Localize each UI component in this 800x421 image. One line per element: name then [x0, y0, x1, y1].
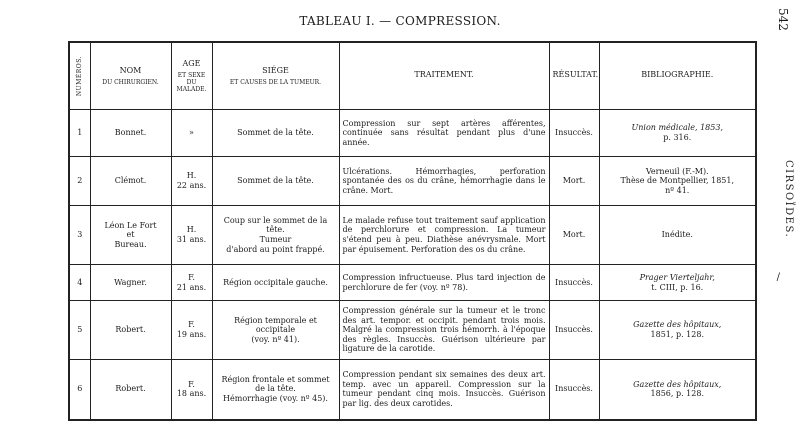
header-biblio: BIBLIOGRAPHIE. — [599, 42, 756, 110]
treatment: Ulcérations. Hémorrhagies, perforation spontanée des os du crâne, hémorrhagie dans le crâne. Mort. — [339, 157, 549, 206]
page-number: 542 — [776, 8, 790, 31]
bibliography: Gazette des hôpitaux, 1856, p. 128. — [599, 360, 756, 420]
tumor-site: Région frontale et sommet de la tête. Hémorrhagie (voy. nº 45). — [212, 360, 339, 420]
treatment: Compression sur sept artères afférentes, continuée sans résultat pendant plus d'une année. — [339, 110, 549, 157]
header-resultat: RÉSULTAT. — [549, 42, 599, 110]
patient-age: F. 18 ans. — [171, 360, 212, 420]
bibliography: Gazette des hôpitaux, 1851, p. 128. — [599, 301, 756, 360]
table-row — [69, 360, 756, 420]
result: Insuccès. — [549, 360, 599, 420]
treatment: Compression infructueuse. Plus tard injection de perchlorure de fer (voy. nº 78). — [339, 265, 549, 301]
bibliography: Union médicale, 1853, p. 316. — [599, 110, 756, 157]
surgeon-name: Léon Le Fort et Bureau. — [90, 206, 171, 265]
table-row — [69, 157, 756, 206]
row-number: 5 — [69, 301, 90, 360]
patient-age: F. 19 ans. — [171, 301, 212, 360]
surgeon-name: Robert. — [90, 360, 171, 420]
bibliography: Prager Vierteljahr, t. CIII, p. 16. — [599, 265, 756, 301]
row-number: 3 — [69, 206, 90, 265]
row-number: 1 — [69, 110, 90, 157]
patient-age: » — [171, 110, 212, 157]
table-row — [69, 301, 756, 360]
surgeon-name: Robert. — [90, 301, 171, 360]
result: Insuccès. — [549, 265, 599, 301]
header-num: NUMÉROS. — [69, 42, 90, 110]
tumor-site: Coup sur le sommet de la tête. Tumeur d'abord au point frappé. — [212, 206, 339, 265]
table-row — [69, 206, 756, 265]
running-head: CIRSOÏDES. — [783, 160, 794, 239]
header-traitement: TRAITEMENT. — [339, 42, 549, 110]
table-row — [69, 265, 756, 301]
result: Mort. — [549, 157, 599, 206]
tumor-site: Sommet de la tête. — [212, 157, 339, 206]
tumor-site: Région occipitale gauche. — [212, 265, 339, 301]
header-name: NOM DU CHIRURGIEN. — [90, 42, 171, 110]
treatment: Compression pendant six semaines des deux art. temp. avec un appareil. Compression sur la tumeur pendant cinq mois. Insuccès. Guérison par lig. des deux carotides. — [339, 360, 549, 420]
result: Insuccès. — [549, 301, 599, 360]
surgeon-name: Clémot. — [90, 157, 171, 206]
tumor-site: Région temporale et occipitale (voy. nº 41). — [212, 301, 339, 360]
tumor-site: Sommet de la tête. — [212, 110, 339, 157]
patient-age: F. 21 ans. — [171, 265, 212, 301]
surgeon-name: Wagner. — [90, 265, 171, 301]
page-title: TABLEAU I. — COMPRESSION. — [299, 14, 501, 28]
result: Mort. — [549, 206, 599, 265]
header-siege: SIÉGE ET CAUSES DE LA TUMEUR. — [212, 42, 339, 110]
row-number: 4 — [69, 265, 90, 301]
header-age: AGE ET SEXE DU MALADE. — [171, 42, 212, 110]
treatment: Le malade refuse tout traitement sauf application de perchlorure et compression. La tumeur s'étend peu à peu. Diathèse anévrysmale. Mort par épuisement. Perforation des os du crâne. — [339, 206, 549, 265]
result: Insuccès. — [549, 110, 599, 157]
treatment: Compression générale sur la tumeur et le tronc des art. tempor. et occipit. pendant trois mois. Malgré la compression trois hémorrh. à l'époque des règles. Insuccès. Guérison ultérieure par ligature de la carotide. — [339, 301, 549, 360]
surgeon-name: Bonnet. — [90, 110, 171, 157]
table-row — [69, 110, 756, 157]
bibliography: Inédite. — [599, 206, 756, 265]
patient-age: H. 22 ans. — [171, 157, 212, 206]
compression-table — [68, 41, 757, 421]
margin-mark: / — [776, 272, 780, 283]
bibliography: Verneuil (F.-M). Thèse de Montpellier, 1851, nº 41. — [599, 157, 756, 206]
patient-age: H. 31 ans. — [171, 206, 212, 265]
header-row — [69, 42, 756, 110]
row-number: 2 — [69, 157, 90, 206]
row-number: 6 — [69, 360, 90, 420]
